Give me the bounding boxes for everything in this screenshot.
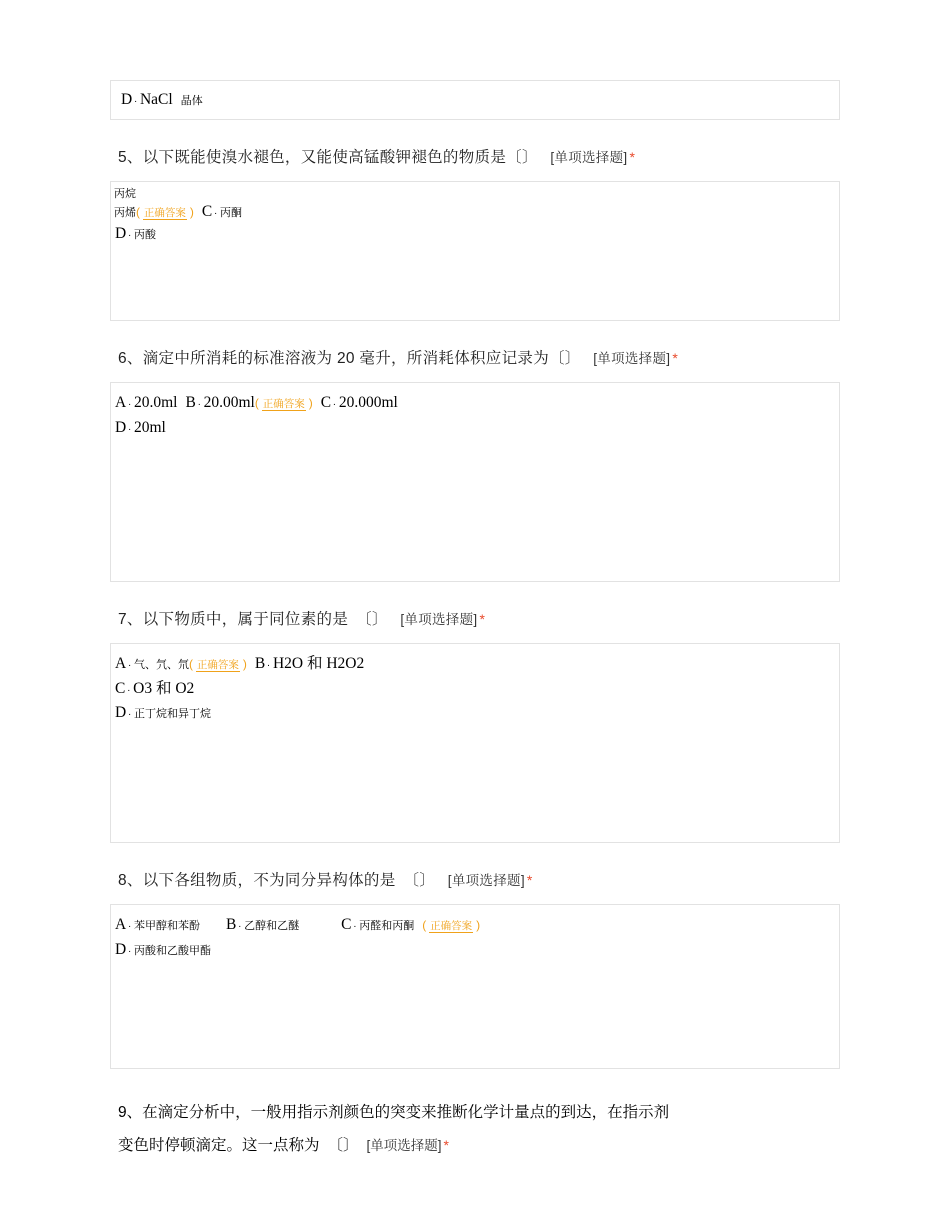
answer-box-5 [110,181,840,321]
question-block-6 [110,333,840,582]
question-block-8 [110,855,840,1069]
option-letter: D [115,225,127,243]
required-star-icon: * [526,872,533,888]
option-latin-text: O3 和 O2 [133,680,195,698]
option-letter: A [115,394,127,412]
answer-box-6 [110,382,840,582]
option-letter: D [121,91,133,109]
required-star-icon: * [479,611,486,627]
question-title-9 [110,1087,840,1162]
question-block-9 [110,1087,840,1162]
required-star-icon: * [629,149,636,165]
option-row[interactable] [111,938,829,963]
option-row[interactable] [111,701,829,726]
option-cn-text: 丙酸 [133,229,156,242]
option-cn-text: 丙烷 [114,188,136,200]
option-dot: . [214,206,217,217]
question-text: 以下既能使溴水褪色，又能使高锰酸钾褪色的物质是 [142,149,507,166]
question-text: 以下物质中，属于同位素的是 [142,611,349,628]
question-text: 滴定中所消耗的标准溶液为 20 毫升，所消耗体积应记录为 [142,350,549,367]
option-row[interactable] [111,186,829,202]
option-latin-text: 20.00ml [203,394,255,412]
option-dot: . [128,944,131,956]
question-type: [单项选择题] [366,1138,442,1153]
option-row[interactable] [111,416,829,440]
option-letter: A [115,916,127,934]
question-number: 7、 [118,611,143,628]
option-dot: . [197,397,201,408]
question-line-2 [118,1129,832,1162]
option-dot: . [267,658,270,669]
option-cn-text: 正丁烷和异丁烷 [133,708,211,721]
question-bracket: 〔〕 [549,350,581,367]
option-row[interactable] [111,913,829,938]
question-bracket: 〔〕 [403,872,436,889]
option-letter: B [225,916,237,934]
option-cn-text: 丙烯 [114,207,136,220]
question-type: [单项选择题] [447,873,525,888]
question-number: 6、 [118,350,143,367]
option-latin-text: NaCl [139,91,173,109]
option-row[interactable] [121,89,829,112]
question-text-line1: 在滴定分析中，一般用指示剂颜色的突变来推断化学计量点的到达，在指示剂 [142,1104,670,1121]
option-letter: B [185,394,196,412]
option-cn-text: 乙醇和乙醚 [244,920,300,933]
option-row[interactable] [111,652,829,677]
question-text: 以下各组物质，不为同分异构体的是 [142,872,396,889]
option-cn-text: 丙酮 [219,207,242,220]
option-letter: C [320,394,332,412]
option-letter: D [115,704,127,722]
answer-box-previous-question [110,80,840,120]
correct-answer-badge: ( 正确答案 ) [188,657,247,672]
question-bracket: 〔〕 [356,611,388,628]
option-row[interactable] [111,677,829,701]
option-letter: D [115,419,127,437]
option-dot: . [333,397,336,408]
question-number: 9、 [118,1104,143,1121]
option-dot: . [127,683,131,695]
question-block-7 [110,594,840,843]
answer-box-7 [110,643,840,843]
option-dot: . [353,919,357,930]
question-block-5 [110,132,840,321]
option-cn-text: 气、氕、氘 [133,659,189,672]
required-star-icon: * [672,350,679,366]
option-dot: . [128,707,131,719]
option-latin-text: 20ml [133,419,166,437]
question-bracket: 〔〕 [327,1137,359,1154]
question-title-5 [110,132,840,181]
option-cn-text: 丙酸和乙酸甲酯 [133,945,211,958]
option-letter: A [115,655,127,673]
option-latin-text: H2O 和 H2O2 [272,655,365,673]
question-line-1 [118,1097,832,1129]
required-star-icon: * [443,1137,449,1153]
option-letter: D [115,941,127,959]
question-bracket: 〔〕 [506,149,538,166]
question-number: 5、 [118,149,143,166]
question-type: [单项选择题] [400,612,478,627]
option-cn-text: 丙醛和丙酮 [359,920,415,933]
option-dot: . [128,919,131,930]
option-row[interactable] [111,223,829,246]
option-latin-text: 20.0ml [133,394,178,412]
question-title-6 [110,333,840,382]
option-dot: . [134,94,137,105]
option-latin-text: 20.000ml [338,394,398,412]
option-letter: B [254,655,266,673]
option-cn-text: 苯甲醇和苯酚 [133,920,200,933]
option-letter: C [115,680,126,698]
option-dot: . [128,422,131,434]
option-dot: . [128,228,131,240]
option-letter: C [341,916,352,934]
answer-box-8 [110,904,840,1069]
option-row[interactable] [111,391,829,416]
option-dot: . [128,397,131,408]
question-title-7 [110,594,840,643]
option-letter: C [201,203,213,221]
question-type: [单项选择题] [593,351,671,366]
question-type: [单项选择题] [550,150,628,165]
option-cn-text: 晶体 [180,95,203,108]
option-row[interactable] [111,202,829,223]
option-dot: . [128,658,131,669]
question-title-8 [110,855,840,904]
question-text-line2: 变色时停顿滴定。这一点称为 [118,1137,320,1154]
correct-answer-badge: ( 正确答案 ) [136,205,194,220]
option-dot: . [238,919,242,930]
correct-answer-badge: ( 正确答案 ) [254,396,313,411]
correct-answer-badge: ( 正确答案 ) [422,918,481,933]
question-number: 8、 [118,872,143,889]
